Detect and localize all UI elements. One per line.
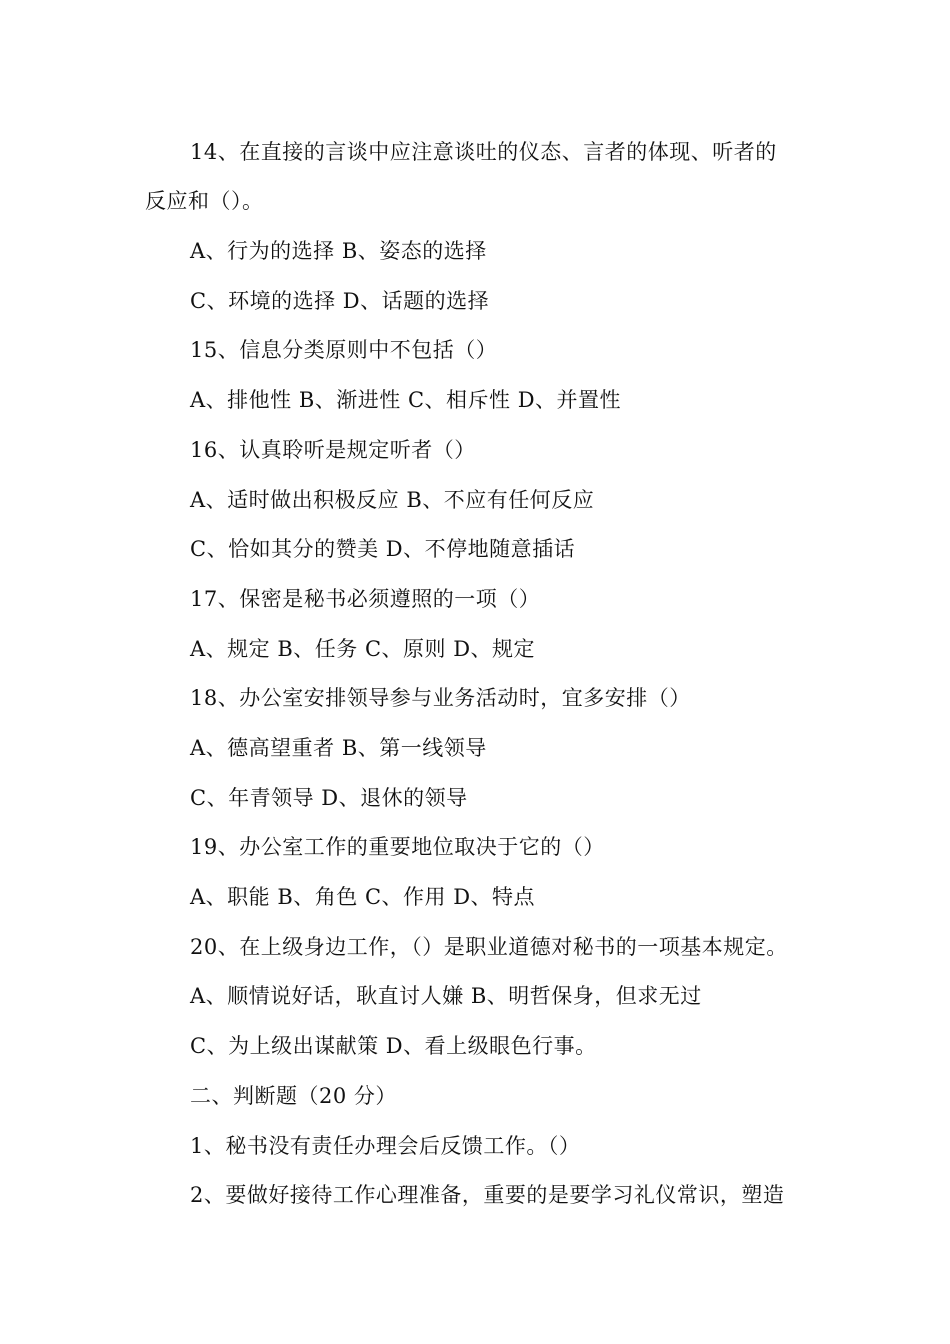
question-16-options-ab: A、适时做出积极反应 B、不应有任何反应 xyxy=(190,488,595,512)
section-heading-true-false: 二、判断题（20 分） xyxy=(190,1084,397,1108)
question-18-stem: 18、办公室安排领导参与业务活动时，宜多安排（） xyxy=(190,686,691,710)
question-15-options: A、排他性 B、渐进性 C、相斥性 D、并置性 xyxy=(190,388,622,412)
question-14-options-cd: C、环境的选择 D、话题的选择 xyxy=(190,289,490,313)
question-15-stem: 15、信息分类原则中不包括（） xyxy=(190,338,498,362)
question-14-stem-cont: 反应和（）。 xyxy=(145,189,264,213)
question-16-options-cd: C、恰如其分的赞美 D、不停地随意插话 xyxy=(190,537,576,561)
question-20-options-ab: A、顺情说好话，耿直讨人嫌 B、明哲保身，但求无过 xyxy=(190,984,702,1008)
question-20-stem: 20、在上级身边工作，（）是职业道德对秘书的一项基本规定。 xyxy=(190,935,788,959)
question-19-options: A、职能 B、角色 C、作用 D、特点 xyxy=(190,885,536,909)
question-18-options-cd: C、年青领导 D、退休的领导 xyxy=(190,786,468,810)
true-false-item-1: 1、秘书没有责任办理会后反馈工作。（） xyxy=(190,1134,581,1158)
question-17-stem: 17、保密是秘书必须遵照的一项（） xyxy=(190,587,541,611)
question-20-options-cd: C、为上级出谋献策 D、看上级眼色行事。 xyxy=(190,1034,597,1058)
question-14-stem: 14、在直接的言谈中应注意谈吐的仪态、言者的体现、听者的 xyxy=(190,140,777,164)
question-19-stem: 19、办公室工作的重要地位取决于它的（） xyxy=(190,835,605,859)
question-17-options: A、规定 B、任务 C、原则 D、规定 xyxy=(190,637,536,661)
question-14-options-ab: A、行为的选择 B、姿态的选择 xyxy=(190,239,487,263)
question-16-stem: 16、认真聆听是规定听者（） xyxy=(190,438,476,462)
question-18-options-ab: A、德高望重者 B、第一线领导 xyxy=(190,736,487,760)
true-false-item-2: 2、要做好接待工作心理准备，重要的是要学习礼仪常识，塑造 xyxy=(190,1183,785,1207)
